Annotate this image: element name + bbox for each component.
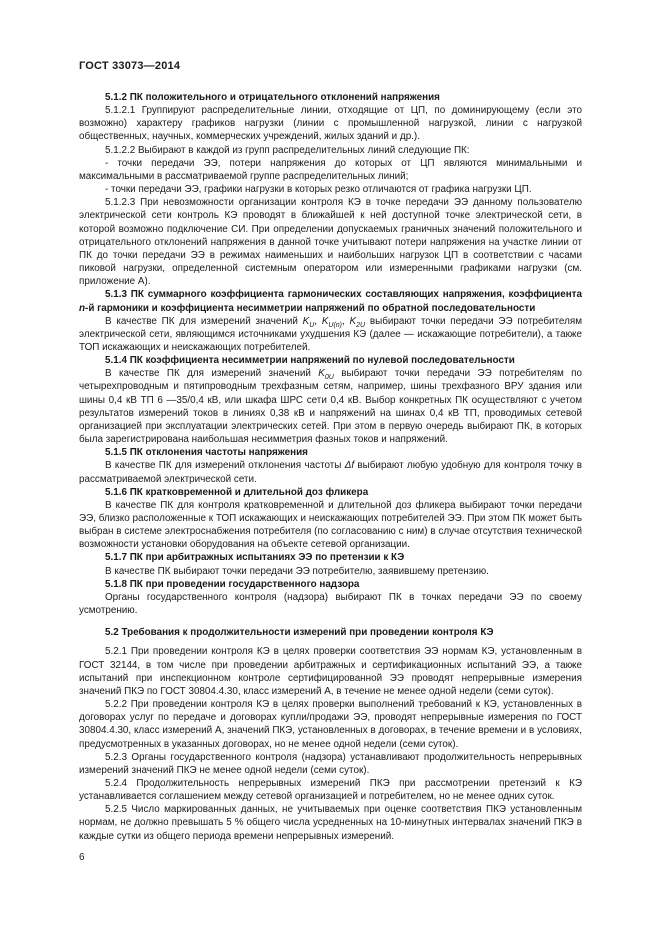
- paragraph-5-1-8: Органы государственного контроля (надзора) выбирают ПК в точках передачи ЭЭ по своему усмотрению.: [79, 591, 582, 617]
- section-5-1-8-title: 5.1.8 ПК при проведении государственного надзора: [105, 578, 360, 590]
- symbol-k: K: [318, 368, 325, 380]
- paragraph-5-2-2: 5.2.2 При проведении контроля КЭ в целях проверки выполнений требований к КЭ, установленных в договорах услуг по передаче и договорах купли/продажи ЭЭ, проводят непрерывные измерения по ГОСТ 30804.4.30, класс измерений А, значений ПКЭ, установленных в договорах, в течение времени и в условиях, предусмотренных в указанных договорах, но не менее одной недели (семи суток).: [79, 699, 582, 750]
- symbol-delta-f: Δf: [344, 460, 355, 472]
- section-5-1-6-title: 5.1.6 ПК кратковременной и длительной доз фликера: [105, 486, 369, 498]
- paragraph-5-1-2-2: 5.1.2.2 Выбирают в каждой из групп распределительных линий следующие ПК:: [105, 144, 470, 156]
- text-part: В качестве ПК для измерений отклонения частоты: [105, 460, 345, 472]
- document-header: ГОСТ 33073—2014: [79, 60, 181, 72]
- symbol-k: K: [349, 315, 357, 327]
- paragraph-5-2-5: 5.2.5 Число маркированных данных, не учитываемых при оценке соответствия ПКЭ установленным нормам, не должно превышать 5 % общего числа усредненных на 10-минутных интервалах значений ПКЭ в каждые сутки из общего периода времени непрерывных измерений.: [79, 804, 582, 842]
- text-part: В качестве ПК для измерений значений: [105, 368, 319, 380]
- page-number: 6: [79, 852, 85, 863]
- paragraph-5-1-2-1: 5.1.2.1 Группируют распределительные линии, отходящие от ЦП, по доминирующему (если это возможно) характеру графиков нагрузки (линии с промышленной нагрузкой, линии с нагрузкой общественных, научных, коммерческих учреждений, жилых зданий и др.).: [79, 105, 582, 143]
- symbol-k: K: [321, 315, 329, 327]
- paragraph-5-2-4: 5.2.4 Продолжительность непрерывных измерений ПКЭ при рассмотрении претензий к КЭ устанавливается соглашением между сетевой организацией и потребителем, но не менее одних суток.: [79, 777, 582, 803]
- section-5-1-7-title: 5.1.7 ПК при арбитражных испытаниях ЭЭ по претензии к КЭ: [105, 552, 405, 564]
- symbol-subscript: 2U: [356, 321, 366, 329]
- list-item: - точки передачи ЭЭ, графики нагрузки в которых резко отличаются от графика нагрузки ЦП.: [105, 184, 532, 196]
- title-part: -й гармоники и коэффициента несимметрии напряжений по обратной последовательности: [85, 302, 536, 314]
- paragraph-5-2-1: 5.2.1 При проведении контроля КЭ в целях проверки соответствия ЭЭ нормам КЭ, установленным в ГОСТ 32144, в том числе при проведении арбитражных и сертификационных испытаний ЭЭ, а также испытаний при инспекционном контроле сертифицированной ЭЭ проводят непрерывные измерения значений ПКЭ по ГОСТ 30804.4.30, класс измерений А, в течение не менее одной недели (семи суток).: [79, 646, 582, 697]
- paragraph-5-1-3: В качестве ПК для измерений значений $K_U$, $K_{U(n)}$, $K_{2U}$ выбирают точки передачи ЭЭ потребителям электрической сети, являющимся источниками ухудшения КЭ (далее — искажающие потребители), а также ТОП искажающих и неискажающих потребителей.: [79, 315, 582, 353]
- symbol-subscript: U: [309, 321, 315, 329]
- list-item: - точки передачи ЭЭ, потери напряжения до которых от ЦП являются минимальными и максимальными в рассматриваемой группе распределительных линий;: [79, 157, 582, 182]
- text-part: выбирают точки передачи ЭЭ потребителям по четырехпроводным и пятипроводным трехфазным сетям, например, шины трехфазного ВРУ здания или шины 0,4 кВ ТП 6 —35/0,4 кВ, или шкафа ШРС сети 0,4 кВ. Выбор конкретных ПК осуществляют с учетом результатов измерений токов в линиях 0,38 кВ и напряжений на шинах 0,4 кВ ТП, проводимых сетевой организацией при эксплуатации электрических сетей. При этом в первую очередь выбирают ПК, в которых была зарегистрирована наибольшая несимметрия фазных токов и напряжений.: [79, 368, 582, 446]
- section-5-1-3-title: [79, 288, 582, 314]
- document-body: [79, 91, 582, 843]
- paragraph-5-1-6: В качестве ПК для контроля кратковременной и длительной доз фликера выбирают точки передачи ЭЭ, близко расположенные к ТОП искажающих и неискажающих потребителей ЭЭ. При этом ПК может быть выбран в системе электроснабжения потребителя (по согласованию с ним) в случае отсутствия технической возможности установки оборудования на объекте сетевой организации.: [79, 499, 582, 551]
- title-italic-n: n: [79, 302, 86, 314]
- symbol-subscript: U(n): [328, 321, 343, 329]
- paragraph-5-1-4: [79, 367, 582, 446]
- paragraph-5-1-2-3: 5.1.2.3 При невозможности организации контроля КЭ в точке передачи ЭЭ данному пользователю электрической сети контроль КЭ проводят в ближайшей к ней доступной точке электрической сети, в которой возможно подключение СИ. При определении допускаемых граничных значений положительного и отрицательного отклонений напряжения в данной точке учитывают потери напряжения на участке линии от ПК до точки передачи ЭЭ в режимах наименьших и наибольших нагрузок ЦП в соответствии с часами пиковой нагрузки, определенной системным оператором или измеренными графиками нагрузки (см. приложение А).: [79, 197, 582, 288]
- section-5-1-5-title: 5.1.5 ПК отклонения частоты напряжения: [105, 447, 308, 459]
- paragraph-5-1-5: [79, 459, 582, 485]
- title-part: 5.1.3 ПК суммарного коэффициента гармонических составляющих напряжения, коэффициента: [105, 289, 582, 301]
- paragraph-5-1-7: В качестве ПК выбирают точки передачи ЭЭ потребителю, заявившему претензию.: [105, 565, 489, 577]
- symbol-subscript: 0U: [324, 374, 334, 382]
- text-part: выбирают любую удобную для контроля точку в рассматриваемой электрической сети.: [79, 460, 582, 485]
- text-part: В качестве ПК для измерений значений: [105, 315, 303, 327]
- symbol-k: K: [302, 315, 310, 327]
- paragraph-5-2-3: 5.2.3 Органы государственного контроля (надзора) устанавливают продолжительность непрерывных измерений значений ПКЭ не менее одной недели (семи суток).: [79, 751, 582, 776]
- section-5-2-title: 5.2 Требования к продолжительности измерений при проведении контроля КЭ: [105, 627, 494, 639]
- section-5-1-2-title: 5.1.2 ПК положительного и отрицательного отклонений напряжения: [105, 92, 440, 103]
- text-part: выбирают точки передачи ЭЭ потребителям электрической сети, являющимся источниками ухудшения КЭ (далее — искажающие потребители), а также ТОП искажающих и неискажающих потребителей.: [79, 315, 582, 353]
- section-5-1-4-title: 5.1.4 ПК коэффициента несимметрии напряжений по нулевой последовательности: [105, 355, 515, 367]
